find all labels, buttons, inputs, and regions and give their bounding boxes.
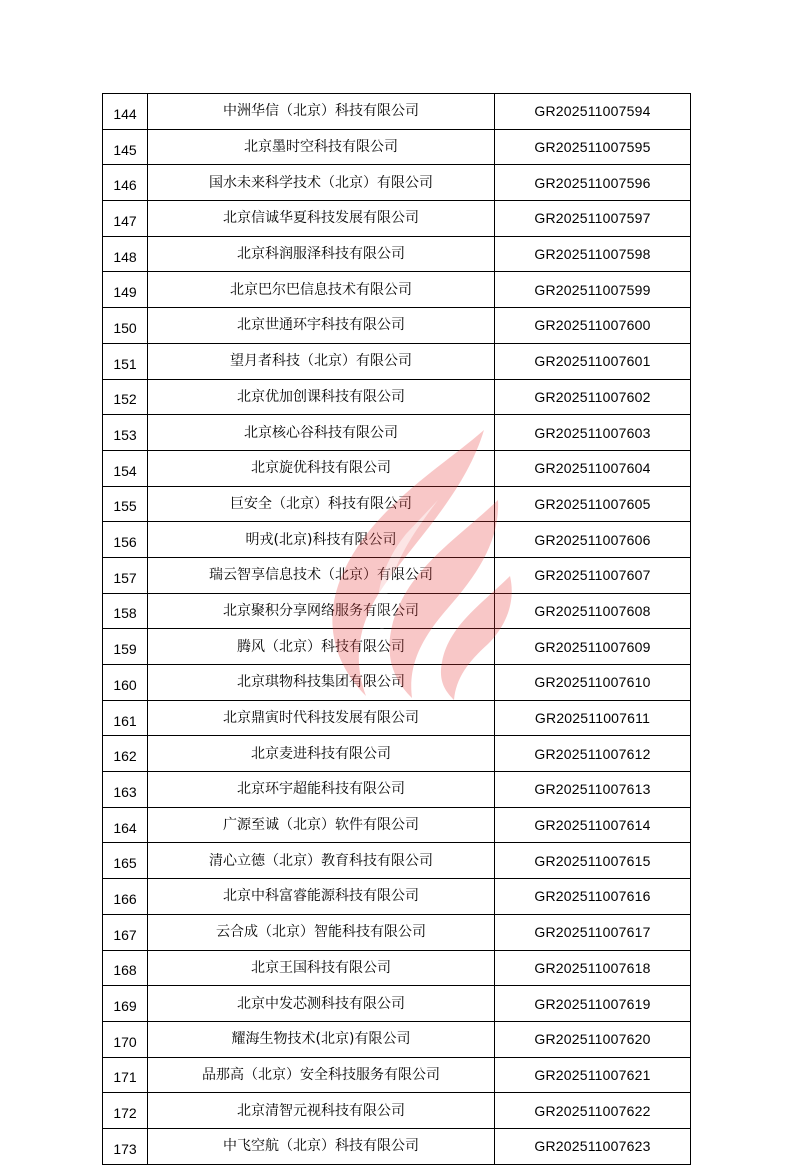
certificate-number-cell: GR202511007601 [495,343,691,379]
table-row [103,486,691,522]
company-name-cell: 北京清智元视科技有限公司 [148,1093,495,1129]
row-number-cell: 155 [103,486,148,522]
table-row [103,807,691,843]
certificate-number-cell: GR202511007596 [495,165,691,201]
company-name-cell: 北京墨时空科技有限公司 [148,129,495,165]
table-row [103,1093,691,1129]
certificate-number-cell: GR202511007603 [495,415,691,451]
table-row [103,343,691,379]
row-number-cell: 157 [103,557,148,593]
row-number-cell: 152 [103,379,148,415]
row-number-cell: 159 [103,629,148,665]
company-name-cell: 北京旋优科技有限公司 [148,450,495,486]
certificate-number-cell: GR202511007615 [495,843,691,879]
table-row [103,700,691,736]
certificate-number-cell: GR202511007619 [495,986,691,1022]
row-number-cell: 161 [103,700,148,736]
company-name-cell: 腾风（北京）科技有限公司 [148,629,495,665]
row-number-cell: 145 [103,129,148,165]
company-name-cell: 北京鼎寅时代科技发展有限公司 [148,700,495,736]
certificate-number-cell: GR202511007594 [495,94,691,130]
certificate-number-cell: GR202511007618 [495,950,691,986]
row-number-cell: 149 [103,272,148,308]
company-name-cell: 北京科润服泽科技有限公司 [148,236,495,272]
certificate-number-cell: GR202511007597 [495,201,691,237]
certificate-number-cell: GR202511007620 [495,1021,691,1057]
company-name-cell: 北京核心谷科技有限公司 [148,415,495,451]
row-number-cell: 170 [103,1021,148,1057]
table-row [103,736,691,772]
table-row [103,1057,691,1093]
certificate-number-cell: GR202511007599 [495,272,691,308]
company-name-cell: 清心立德（北京）教育科技有限公司 [148,843,495,879]
company-name-cell: 北京巴尔巴信息技术有限公司 [148,272,495,308]
row-number-cell: 147 [103,201,148,237]
row-number-cell: 160 [103,665,148,701]
certificate-number-cell: GR202511007609 [495,629,691,665]
certificate-number-cell: GR202511007623 [495,1128,691,1164]
certificate-number-cell: GR202511007598 [495,236,691,272]
company-name-cell: 北京信诚华夏科技发展有限公司 [148,201,495,237]
row-number-cell: 172 [103,1093,148,1129]
table-row [103,593,691,629]
table-row [103,379,691,415]
table-row [103,1128,691,1164]
table-row [103,272,691,308]
company-name-cell: 北京中发芯测科技有限公司 [148,986,495,1022]
table-row [103,986,691,1022]
row-number-cell: 164 [103,807,148,843]
company-table-body [103,94,691,1165]
certificate-number-cell: GR202511007605 [495,486,691,522]
row-number-cell: 168 [103,950,148,986]
table-row [103,522,691,558]
certificate-number-cell: GR202511007606 [495,522,691,558]
table-row [103,415,691,451]
table-row [103,308,691,344]
row-number-cell: 148 [103,236,148,272]
company-name-cell: 耀海生物技术(北京)有限公司 [148,1021,495,1057]
certificate-number-cell: GR202511007602 [495,379,691,415]
company-name-cell: 北京琪物科技集团有限公司 [148,665,495,701]
table-row [103,914,691,950]
company-name-cell: 北京王国科技有限公司 [148,950,495,986]
table-row [103,629,691,665]
row-number-cell: 173 [103,1128,148,1164]
certificate-number-cell: GR202511007604 [495,450,691,486]
row-number-cell: 151 [103,343,148,379]
certificate-number-cell: GR202511007595 [495,129,691,165]
company-name-cell: 巨安全（北京）科技有限公司 [148,486,495,522]
row-number-cell: 153 [103,415,148,451]
table-row [103,201,691,237]
company-name-cell: 望月者科技（北京）有限公司 [148,343,495,379]
certificate-number-cell: GR202511007611 [495,700,691,736]
certificate-number-cell: GR202511007617 [495,914,691,950]
row-number-cell: 150 [103,308,148,344]
table-row [103,879,691,915]
company-name-cell: 瑞云智享信息技术（北京）有限公司 [148,557,495,593]
table-row [103,94,691,130]
row-number-cell: 158 [103,593,148,629]
certificate-number-cell: GR202511007607 [495,557,691,593]
certificate-number-cell: GR202511007621 [495,1057,691,1093]
certificate-number-cell: GR202511007616 [495,879,691,915]
company-name-cell: 国水未来科学技术（北京）有限公司 [148,165,495,201]
company-name-cell: 北京世通环宇科技有限公司 [148,308,495,344]
certificate-number-cell: GR202511007608 [495,593,691,629]
table-row [103,772,691,808]
company-name-cell: 北京优加创课科技有限公司 [148,379,495,415]
company-name-cell: 北京聚积分享网络服务有限公司 [148,593,495,629]
company-name-cell: 明戎(北京)科技有限公司 [148,522,495,558]
table-row [103,557,691,593]
row-number-cell: 171 [103,1057,148,1093]
table-row [103,950,691,986]
table-row [103,665,691,701]
certificate-number-cell: GR202511007614 [495,807,691,843]
company-name-cell: 中飞空航（北京）科技有限公司 [148,1128,495,1164]
certificate-number-cell: GR202511007610 [495,665,691,701]
company-name-cell: 北京环宇超能科技有限公司 [148,772,495,808]
table-row [103,236,691,272]
table-row [103,165,691,201]
company-table [102,93,691,1165]
certificate-number-cell: GR202511007622 [495,1093,691,1129]
row-number-cell: 163 [103,772,148,808]
table-row [103,129,691,165]
row-number-cell: 165 [103,843,148,879]
row-number-cell: 156 [103,522,148,558]
table-row [103,843,691,879]
certificate-number-cell: GR202511007612 [495,736,691,772]
certificate-number-cell: GR202511007600 [495,308,691,344]
company-name-cell: 广源至诚（北京）软件有限公司 [148,807,495,843]
company-name-cell: 北京中科富睿能源科技有限公司 [148,879,495,915]
table-row [103,1021,691,1057]
company-name-cell: 中洲华信（北京）科技有限公司 [148,94,495,130]
company-name-cell: 北京麦进科技有限公司 [148,736,495,772]
row-number-cell: 167 [103,914,148,950]
row-number-cell: 146 [103,165,148,201]
company-name-cell: 品那高（北京）安全科技服务有限公司 [148,1057,495,1093]
row-number-cell: 162 [103,736,148,772]
row-number-cell: 169 [103,986,148,1022]
row-number-cell: 144 [103,94,148,130]
table-row [103,450,691,486]
certificate-number-cell: GR202511007613 [495,772,691,808]
company-name-cell: 云合成（北京）智能科技有限公司 [148,914,495,950]
row-number-cell: 154 [103,450,148,486]
row-number-cell: 166 [103,879,148,915]
